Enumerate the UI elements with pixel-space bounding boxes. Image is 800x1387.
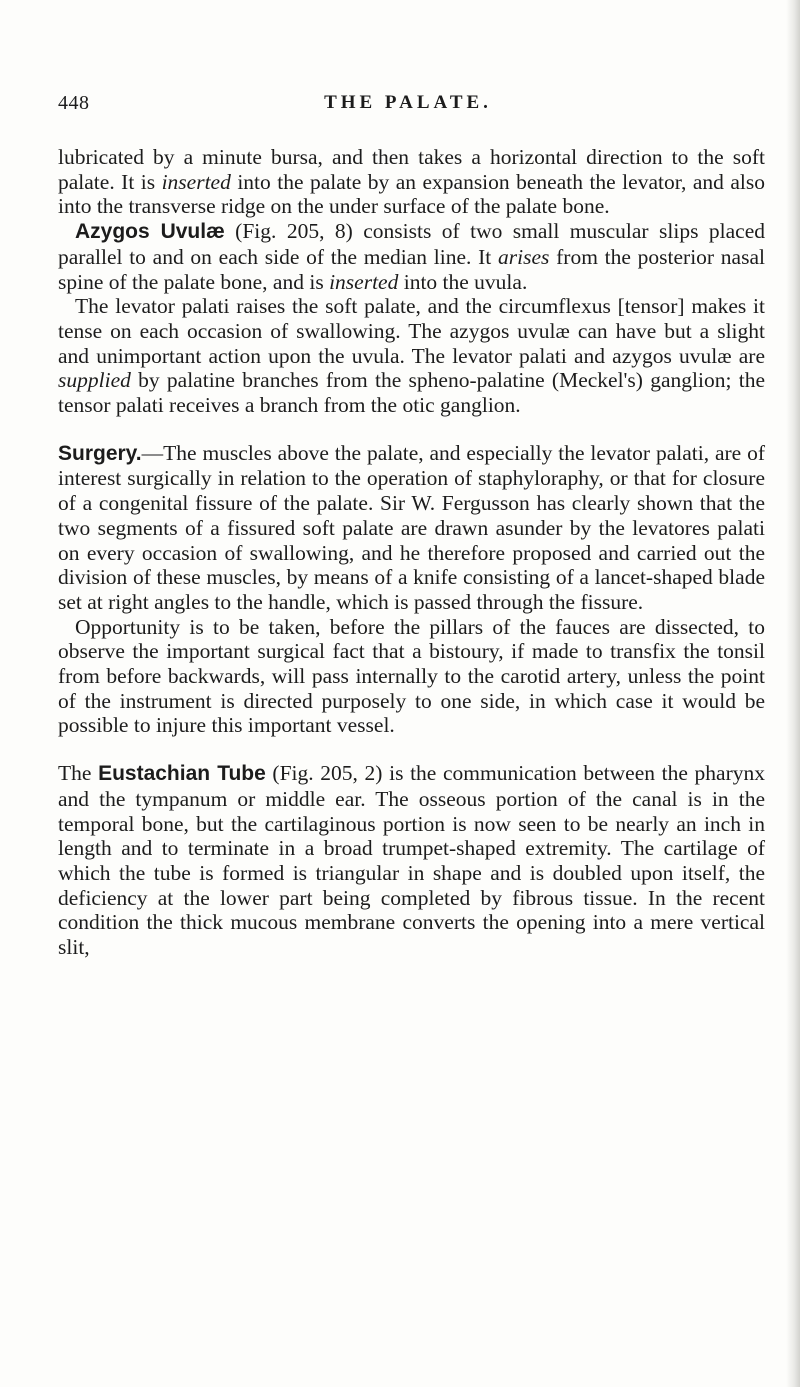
page-number: 448 xyxy=(58,92,90,114)
page-header-title: THE PALATE. xyxy=(324,92,492,113)
paragraph: The levator palati raises the soft palate, and the circumflexus [tensor] makes it tense on each occasion of swallowing. The azygos uvulæ can have but a slight and unimportant action upon the uvula. The levator palati and azygos uvulæ are supplied by palatine branches from the spheno-palatine (Meckel's) ganglion; the tensor palati receives a branch from the otic ganglion. xyxy=(58,294,765,418)
paragraph: Opportunity is to be taken, before the pillars of the fauces are dissected, to observe the important surgical fact that a bistoury, if made to transfix the tonsil from before backwards, will pass internally to the carotid artery, unless the point of the instrument is directed purposely to one side, in which case it would be possible to injure this important vessel. xyxy=(58,614,765,738)
paragraph-eustachian-tube: The Eustachian Tube (Fig. 205, 2) is the communication between the pharynx and the tympanum or middle ear. The osseous portion of the canal is in the temporal bone, but the cartilaginous portion is now seen to be nearly an inch in length and to terminate in a broad trumpet-shaped extremity. The cartilage of which the tube is formed is triangular in shape and is doubled upon itself, the deficiency at the lower part being completed by fibrous tissue. In the recent condition the thick mucous membrane converts the opening into a mere vertical slit, xyxy=(58,761,765,960)
paragraph-azygos-uvulae: Azygos Uvulæ (Fig. 205, 8) consists of two small muscular slips placed parallel to and on each side of the median line. It arises from the posterior nasal spine of the palate bone, and is inserted into the uvula. xyxy=(58,219,765,294)
heading-eustachian-tube: Eustachian Tube xyxy=(98,762,266,786)
body-text xyxy=(58,145,765,960)
paragraph-surgery: Surgery.—The muscles above the palate, and especially the levator palati, are of interest surgically in relation to the operation of staphyloraphy, or that for closure of a congenital fissure of the palate. Sir W. Fergusson has clearly shown that the two segments of a fissured soft palate are drawn asunder by the levatores palati on every occasion of swallowing, and he therefore proposed and carried out the division of these muscles, by means of a knife consisting of a lancet-shaped blade set at right angles to the handle, which is passed through the fissure. xyxy=(58,440,765,614)
page-edge-shadow xyxy=(786,0,800,1387)
paragraph: lubricated by a minute bursa, and then takes a horizontal direction to the soft palate. It is inserted into the palate by an expansion beneath the levator, and also into the transverse ridge on the under surface of the palate bone. xyxy=(58,145,765,219)
heading-azygos-uvulae: Azygos Uvulæ xyxy=(75,220,225,244)
heading-surgery: Surgery. xyxy=(58,441,142,465)
running-head xyxy=(58,92,758,120)
